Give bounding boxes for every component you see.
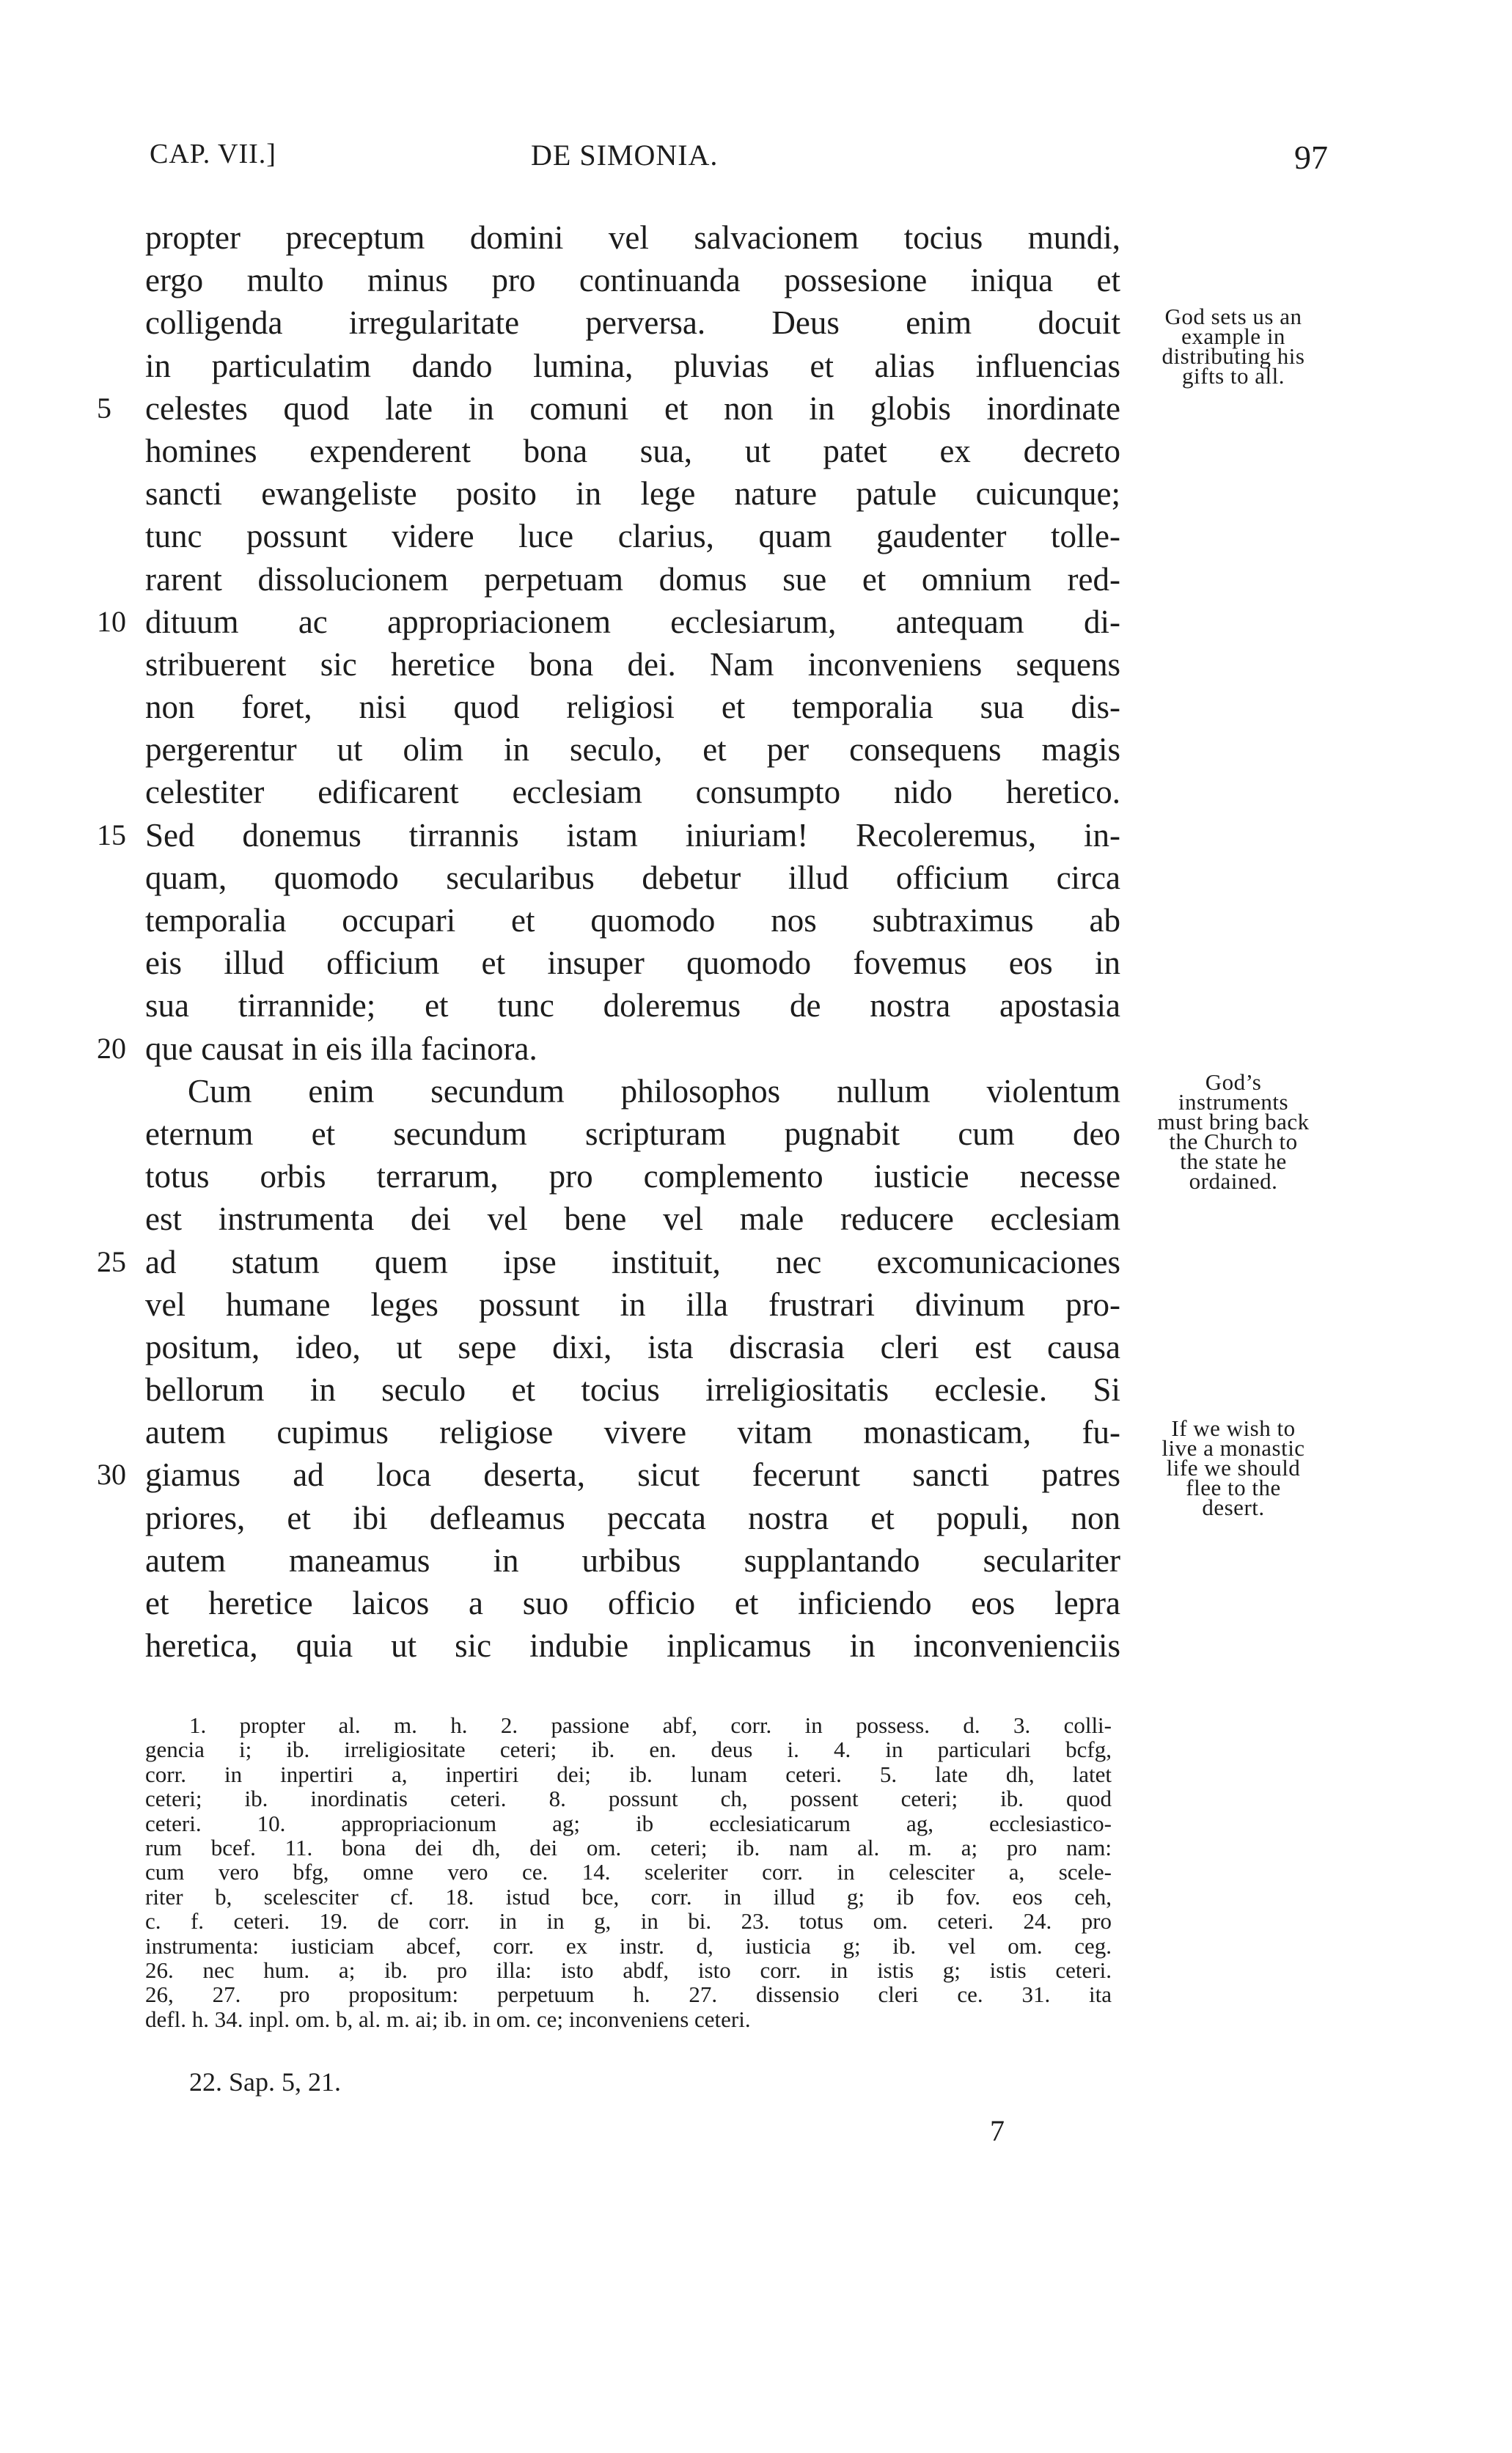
text-line — [145, 1624, 1120, 1667]
text-line — [145, 1368, 1120, 1411]
text-line — [145, 259, 1120, 301]
text-line — [145, 515, 1120, 557]
margin-note-line: If we wish to — [1171, 1415, 1296, 1441]
margin-note-line: flee to the — [1186, 1475, 1281, 1500]
text-line — [145, 345, 1120, 387]
text-line — [145, 216, 1120, 259]
margin-note-1 — [1123, 304, 1343, 389]
margin-note-line: ordained. — [1189, 1168, 1278, 1194]
line-text: rarent dissolucionem perpetuam domus sue et omnium red- — [145, 560, 1120, 598]
line-text: est instrumenta dei vel bene vel male reducere ecclesiam — [145, 1200, 1120, 1238]
running-header-chapter: CAP. VII.] — [150, 139, 276, 169]
text-line — [145, 1326, 1120, 1368]
footnote-line: ceteri. 10. appropriacionum ag; ib ecclesiaticarum ag, ecclesiastico- — [145, 1810, 1112, 1836]
line-text: totus orbis terrarum, pro complemento iusticie necesse — [145, 1158, 1120, 1195]
margin-note-line: distributing his — [1161, 343, 1305, 369]
text-line — [145, 643, 1120, 686]
line-text: eis illud officium et insuper quomodo fovemus eos in — [145, 945, 1120, 982]
text-line — [145, 1497, 1120, 1539]
text-line — [145, 728, 1120, 771]
line-text: non foret, nisi quod religiosi et temporalia sua dis- — [145, 689, 1120, 726]
text-line — [145, 1198, 1120, 1240]
line-text: stribuerent sic heretice bona dei. Nam inconveniens sequens — [145, 645, 1120, 683]
text-line — [145, 1283, 1120, 1326]
footnote-line: 26. nec hum. a; ib. pro illa: isto abdf, isto corr. in istis g; istis ceteri. — [145, 1957, 1112, 1983]
line-number: 5 — [97, 391, 111, 425]
footnote-line: instrumenta: iusticiam abcef, corr. ex instr. d, iusticia g; ib. vel om. ceg. — [145, 1932, 1112, 1959]
signature-mark: 7 — [990, 2114, 1005, 2147]
line-text: bellorum in seculo et tocius irreligiositatis ecclesie. Si — [145, 1371, 1120, 1409]
text-line — [97, 601, 1120, 643]
footnote-line: cum vero bfg, omne vero ce. 14. sceleriter corr. in celesciter a, scele- — [145, 1859, 1112, 1885]
margin-note-line: the state he — [1180, 1148, 1287, 1174]
text-line — [145, 1539, 1120, 1582]
text-line — [145, 430, 1120, 472]
text-line — [97, 1027, 1120, 1070]
line-number: 25 — [97, 1244, 126, 1278]
margin-note-line: God’s — [1205, 1069, 1262, 1095]
line-text: sua tirrannide; et tunc doleremus de nostra apostasia — [145, 987, 1120, 1024]
line-number: 10 — [97, 604, 126, 638]
footnote-line: corr. in inpertiri a, inpertiri dei; ib. lunam ceteri. 5. late dh, latet — [145, 1761, 1112, 1787]
line-text: in particulatim dando lumina, pluvias et alias influencias — [145, 347, 1120, 384]
text-line — [145, 1582, 1120, 1624]
line-text: celestiter edificarent ecclesiam consumpto nido heretico. — [145, 774, 1120, 811]
line-text: ergo multo minus pro continuanda possesione iniqua et — [145, 262, 1120, 299]
line-text: homines expenderent bona sua, ut patet ex decreto — [145, 432, 1120, 469]
line-text: heretica, quia ut sic indubie inplicamus in inconvenienciis — [145, 1627, 1120, 1665]
line-text: tunc possunt videre luce clarius, quam gaudenter tolle- — [145, 518, 1120, 555]
footnote-line: 26, 27. pro propositum: perpetuum h. 27. dissensio cleri ce. 31. ita — [145, 1981, 1112, 2008]
line-text: ad statum quem ipse instituit, nec excomunicaciones — [145, 1243, 1120, 1280]
text-line — [97, 387, 1120, 430]
line-text: temporalia occupari et quomodo nos subtraximus ab — [145, 902, 1120, 939]
margin-note-line: life we should — [1166, 1455, 1301, 1481]
text-line — [145, 942, 1120, 984]
margin-note-line: example in — [1181, 323, 1285, 349]
text-line — [145, 301, 1120, 344]
margin-note-3 — [1123, 1415, 1343, 1520]
text-line — [145, 1112, 1120, 1155]
margin-note-line: live a monastic — [1161, 1435, 1305, 1461]
critical-apparatus — [145, 1713, 1112, 2031]
line-text: giamus ad loca deserta, sicut fecerunt sancti patres — [145, 1456, 1120, 1494]
line-number: 30 — [97, 1458, 126, 1492]
line-number: 15 — [97, 818, 126, 851]
line-text: celestes quod late in comuni et non in globis inordinate — [145, 389, 1120, 427]
line-text: autem cupimus religiose vivere vitam monasticam, fu- — [145, 1414, 1120, 1451]
line-text: autem maneamus in urbibus supplantando seculariter — [145, 1541, 1120, 1579]
line-text: priores, et ibi defleamus peccata nostra et populi, non — [145, 1499, 1120, 1536]
text-line — [145, 984, 1120, 1027]
line-text: Sed donemus tirrannis istam iniuriam! Recoleremus, in- — [145, 816, 1120, 854]
margin-note-line: gifts to all. — [1182, 363, 1285, 389]
text-line — [97, 814, 1120, 857]
footnote-line: defl. h. 34. inpl. om. b, al. m. ai; ib. in om. ce; inconveniens ceteri. — [145, 2006, 751, 2032]
line-text: que causat in eis illa facinora. — [145, 1030, 537, 1067]
text-line — [145, 1070, 1120, 1112]
page-number: 97 — [1294, 139, 1328, 176]
line-text: Cum enim secundum philosophos nullum violentum — [188, 1072, 1120, 1110]
text-line — [145, 857, 1120, 899]
footnote-line: 1. propter al. m. h. 2. passione abf, corr. in possess. d. 3. colli- — [189, 1712, 1112, 1738]
line-text: et heretice laicos a suo officio et inficiendo eos lepra — [145, 1585, 1120, 1621]
text-line — [145, 771, 1120, 813]
line-text: pergerentur ut olim in seculo, et per consequens magis — [145, 731, 1120, 769]
source-reference: 22. Sap. 5, 21. — [189, 2067, 341, 2097]
footnote-line: riter b, scelesciter cf. 18. istud bce, corr. in illud g; ib fov. eos ceh, — [145, 1883, 1112, 1910]
line-text: positum, ideo, ut sepe dixi, ista discrasia cleri est causa — [145, 1328, 1120, 1365]
line-text: vel humane leges possunt in illa frustrari divinum pro- — [145, 1286, 1120, 1323]
footnote-line: ceteri; ib. inordinatis ceteri. 8. possunt ch, possent ceteri; ib. quod — [145, 1786, 1112, 1812]
text-line — [97, 1241, 1120, 1283]
line-text: dituum ac appropriacionem ecclesiarum, antequam di- — [145, 603, 1120, 640]
footnote-line: c. f. ceteri. 19. de corr. in in g, in bi. 23. totus om. ceteri. 24. pro — [145, 1908, 1112, 1935]
text-line — [145, 1155, 1120, 1198]
text-line — [145, 686, 1120, 728]
margin-note-line: God sets us an — [1164, 304, 1302, 329]
text-line — [145, 472, 1120, 515]
line-number: 20 — [97, 1031, 126, 1065]
text-line — [145, 558, 1120, 601]
margin-note-line: must bring back — [1157, 1109, 1310, 1134]
margin-note-2 — [1123, 1069, 1343, 1194]
footnote-line: rum bcef. 11. bona dei dh, dei om. ceteri; ib. nam al. m. a; pro nam: — [145, 1834, 1112, 1860]
text-line — [145, 1411, 1120, 1453]
body-text — [97, 216, 1120, 1667]
line-text: eternum et secundum scripturam pugnabit cum deo — [145, 1115, 1120, 1152]
margin-note-line: desert. — [1202, 1495, 1265, 1520]
footnote-line: gencia i; ib. irreligiositate ceteri; ib. en. deus i. 4. in particulari bcfg, — [145, 1737, 1112, 1763]
margin-note-line: instruments — [1178, 1089, 1289, 1115]
line-text: colligenda irregularitate perversa. Deus enim docuit — [145, 304, 1120, 342]
line-text: sancti ewangeliste posito in lege nature patule cuicunque; — [145, 475, 1120, 513]
line-text: propter preceptum domini vel salvacionem tocius mundi, — [145, 219, 1120, 256]
line-text: quam, quomodo secularibus debetur illud officium circa — [145, 859, 1120, 896]
text-line — [97, 1453, 1120, 1496]
margin-note-line: the Church to — [1169, 1129, 1298, 1154]
text-line — [145, 899, 1120, 942]
running-header-title: DE SIMONIA. — [531, 139, 719, 172]
